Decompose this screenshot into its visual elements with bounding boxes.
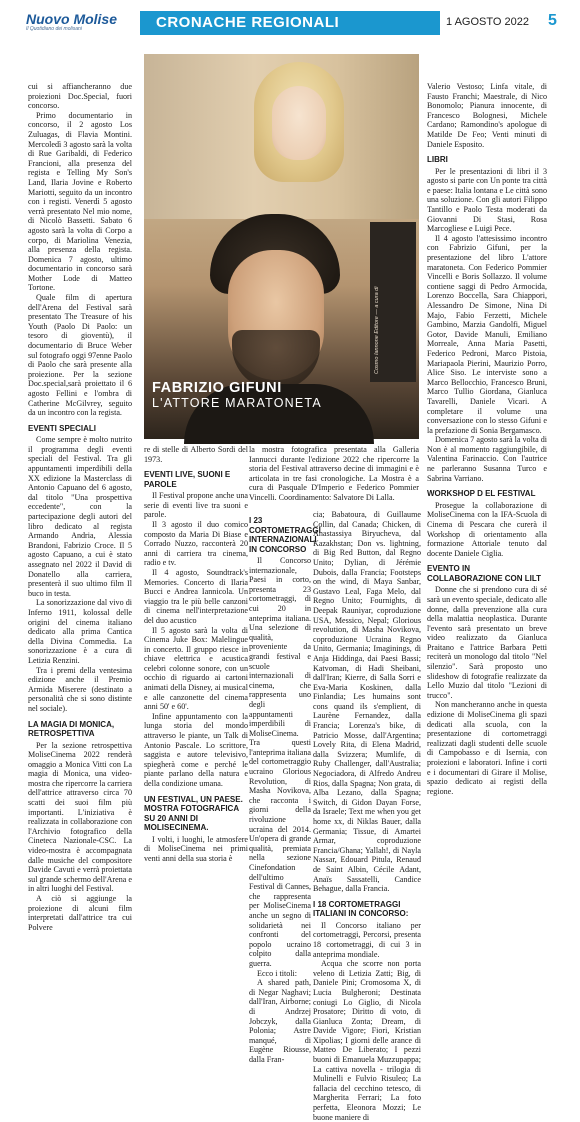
subheading: I 23 CORTOMETRAGGI INTERNAZIONALI IN CONCORSO xyxy=(249,516,321,554)
logo-title: Nuovo Molise xyxy=(26,11,118,27)
paragraph: cia; Babatoura, di Guillaume Collin, dal Canada; Chicken, di Anastassiya Biryucheva, dal Kazakhstan; Don vs. lightning, di Big Red Button, dal Regno Unito; Dylian, di Jérémie Dubois, dalla Francia; Footsteps on the wind, di Maya Sanbar, Gustavo Leal, Faga Melo, dal Regno Unito; Fournights, di Deepak Rauniyar, coproduzione USA, Messico, Nepal; Glorious revolution, di Masha Novikova, coproduzione Ucraina Regno Unito, Germania; Imaginings, di Anja Hiddinga, dai Paesi Bassi; Katvoman, di Hadi Sheibani, dall'Iran; Kierre, di Salla Sorri e Eva-Maria Koskinen, dalla Finlandia; Les humains sont cons quand ils s'emplient, di Laurène Fernandez, dalla Francia; Lorenza's bike, di Patricio Mosse, dall'Argentina; Lovely Rita, di Elena Madrid, dalla Svizzera; Mumlife, di Ruby Challenger, dall'Australia; Negociadora, di Alfredo Andreu Rios, dalla Spagna; Non grata, di Alba Lezano, dalla Spagna; Switch, di Gidon Dayan Forse, da Israele; Text me when you get home xx, di Niklas Bauer, dalla Germania; Tissue, di Amartei Armar, coproduzione Francia/Ghana; Yallah!, di Nayla Nassar, Edouard Pitula, Renaud de Saint Albin, Cécile Adant, Anaïs Sassatelli, Candice Behague, dalla Francia. xyxy=(313,510,421,894)
paragraph: Per la sezione retrospettiva MoliseCinema 2022 renderà omaggio a Monica Vitti con La magia di Monica, una video-mostra che ripercorre la carriera dell'attrice attraverso circa 70 scatti dei suoi film più importanti. L'iniziativa è realizzata in collaborazione con l'Archivio fotografico della Cineteca Nazionale-CSC. La video-mostra è accompagnata dalle musiche del compositore Davide Cavuti e verrà proiettata sul grande schermo dell'Arena e in altri luoghi del Festival. xyxy=(28,740,132,894)
subheading: WORKSHOP D EL FESTIVAL xyxy=(427,489,536,499)
paragraph: Tra i premi della ventesima edizione anche il Premio Armida Miserere (destinato a personalità che si sono distinte nel sociale). xyxy=(28,665,132,713)
paragraph: Il 3 agosto il duo comico composto da Maria Di Biase e Corrado Nuzzo, racconterà 20 anni di carriera tra cinema, radio e tv. xyxy=(144,519,248,568)
paragraph: Il 4 agosto, Soundtrack's Memories. Concerto di Ilaria Bucci e Andrea Iannicola. Un viaggio tra le più belle canzoni di cinema nell'interpretazione del duo acustico xyxy=(144,567,248,625)
paragraph: Il Festival propone anche una serie di eventi live tra suoni e parole. xyxy=(144,491,248,520)
caption-subtitle: L'ATTORE MARATONETA xyxy=(152,396,322,410)
caption-name: FABRIZIO GIFUNI xyxy=(152,380,282,396)
paragraph: Quale film di apertura dell'Arena del Festival sarà presentato The Treasure of his Youth (Paolo Di Paolo: un tesoro di gioventù), il documentario di Bruce Weber sul fotografo oggi 97enne Paolo di Paolo che sarà presente alla proiezione. Per la sezione Doc.special,sarà proiettato il 6 agosto Fellini e l'ombra di Catherine McGilvrey, seguito da un incontro con la regista. xyxy=(28,293,132,418)
paragraph: re di stelle di Alberto Sordi del 1973. xyxy=(144,445,248,464)
paragraph: I volti, i luoghi, le atmosfere di MoliseCinema nei primi venti anni della sua storia è xyxy=(144,834,248,863)
logo-tagline: Il Quotidiano dei molisani xyxy=(26,26,82,32)
article-photo xyxy=(144,54,419,439)
paragraph: Il Concorso italiano per cortometraggi, Percorsi, presenta 18 cortometraggi, di cui 3 in anteprima mondiale. xyxy=(313,920,421,959)
paragraph: Il 5 agosto sarà la volta di Cinema Juke Box: Malelingue in concerto. Il gruppo riesce in chiave elettrica e acustica celebri colonne sonore, con un occhio di riguardo ai cartoni animati della Disney, ai musical e alle canzonette del cinema anni 50' e 60'. xyxy=(144,625,248,712)
subheading: LA MAGIA DI MONICA, RETROSPETTIVA xyxy=(28,719,115,738)
paragraph: Infine appuntamento con la lunga storia del mondo attraverso le piante, un Talk di Antonio Pascale. Lo scrittore, saggista e autore televisivo, spiegherà come e perché le piante parlano della natura e della condizione umana. xyxy=(144,711,248,788)
issue-date: 1 AGOSTO 2022 xyxy=(446,16,529,28)
paragraph: cui si affiancheranno due proiezioni Doc.Special, fuori concorso. xyxy=(28,82,132,111)
paragraph: A ciò si aggiunge la proiezione di alcuni film interpretati dall'attrice tra cui Polvere xyxy=(28,894,132,932)
paragraph: Il Concorso internazionale, Paesi in corto, presenta 23 cortometraggi, di cui 20 in anteprima italiana. Una selezione di qualità, proveniente da grandi festival e scuole internazionali di cinema, che rappresenta uno degli appuntamenti imperdibili di MoliseCinema. Tra questi l'anteprima italiana del cortometraggio ucraino Glorious Revolution, di Masha Novikova, che racconta i giorni della rivoluzione ucraina del 2014. Un'opera di grande qualità, premiata nella sezione Cinefondation dell'ultimo Festival di Cannes, che rappresenta per MoliseCinema anche un segno di solidarietà nei confronti del popolo ucraino colpito dalla guerra. xyxy=(249,556,311,968)
subheading: UN FESTIVAL, UN PAESE. MOSTRA FOTOGRAFICA SU 20 ANNI DI MOLISECINEMA. xyxy=(144,794,243,833)
photo-caption xyxy=(152,380,342,420)
article-column-1 xyxy=(28,82,132,932)
newspaper-logo[interactable] xyxy=(26,12,136,36)
paragraph: Non mancheranno anche in questa edizione di MoliseCinema gli spazi dedicati alla scuola, con la presentazione di cortometraggi realizzati dagli studenti delle scuole di Campobasso e di Isernia, con proiezioni e laboratori. Infine i corti e i documentari di Girare il Molise, spazio dedicato ai registi della regione. xyxy=(427,700,547,796)
subheading: LIBRI xyxy=(427,155,448,165)
paragraph: Come sempre è molto nutrito il programma degli eventi speciali del Festival. Tra gli appuntamenti imperdibili della XX edizione la Masterclass di Antonio Capuano del 6 agosto, dal titolo "Una prospettiva eccedente", con la partecipazione degli autori del libro dedicato al regista Armando Andria, Alessia Brandoni, Fabrizio Croce. Il 5 agosto Capuano, a cui è stato assegnato nel 2022 il David di Donatello alla carriera, presenterà il suo ultimo film Il buco in testa. xyxy=(28,435,132,598)
paragraph: Domenica 7 agosto sarà la volta di Non è al momento raggiungibile, di Valentina Farinaccio. Con l'autrice ne parleranno Susanna Turco e Sabrina Varriano. xyxy=(427,435,547,483)
paragraph: Prosegue la collaborazione di MoliseCinema con la IFA-Scuola di Cinema di Pescara che curerà il Workshop di orientamento alla formazione Attoriale tenuto dal docente Daniele Ciglia. xyxy=(427,500,547,558)
paragraph: la mostra fotografica presentata alla Galleria Iannucci durante l'edizione 2022 che ripercorre la storia del Festival attraverso decine di immagini e è articolata in tre fasi cronologiche. La Mostra è a cura di Pasquale D'Imperio e Federico Pommier Vincelli. Coordinamento: Salvatore Di Lalla. xyxy=(249,445,419,502)
book-spine-text: Cosmo Iannone Editore — a cura di xyxy=(374,286,380,374)
subheading: EVENTO IN COLLABORAZIONE CON LILT xyxy=(427,564,542,583)
paragraph: La sonorizzazione dal vivo di Inferno 1911, kolossal delle origini del cinema italiano dedicato alla prima Cantica della Divina Commedia. La sonorizzazione è a cura di Letizia Renzini. xyxy=(28,598,132,665)
paragraph: Donne che si prendono cura di sé sarà un evento speciale, dedicato alle donne, dalla prevenzione alla cura della malattia neoplastica. Durante l'evento sarà presentato un breve video realizzato da Gianluca Praitano e l'attrice Barbara Petti reciterà un monologo dal titolo "Nel silenzio". Sarà proposto uno slideshow di fotografie realizzate da Lello Muzio dal titolo "Lezioni di trucco". xyxy=(427,585,547,700)
article-column-5 xyxy=(427,82,547,882)
paragraph: Primo documentario in concorso, il 2 agosto Los Zuluagas, di Flavia Montini. Mercoledì 3 agosto sarà la volta di Rue Garibaldi, di Federico Francioni, alla presenza del regista e Telling My Son's Land, Ilaria Jovine e Roberto Mariotti, seguito da un incontro con i registi. Venerdì 5 agosto verrà presentato Nel mio nome, di Nicolò Bassetti. Sabato 6 agosto sarà la volta di Corpo a corpo, di Mariolina Venezia, alla presenza della regista. Domenica 7 agosto, ultimo documentario in concorso sarà Mother Lode di Matteo Tortone. xyxy=(28,110,132,293)
portrait-woman-face xyxy=(272,86,326,160)
subheading: I 18 CORTOMETRAGGI ITALIANI IN CONCORSO: xyxy=(313,899,409,919)
paragraph: Il 4 agosto l'attesissimo incontro con Fabrizio Gifuni, per la presentazione del libro L'attore maratoneta. Con Federico Pommier Vincelli e Boris Sollazzo. Il volume contiene saggi di Pedro Armocida, Lorenzo Boccella, Sara Chiappori, Alessandro De Simone, Nina Di Majo, Fabio Ferzetti, Michele Gambino, Marzia Gandolfi, Miguel Gotor, Davide Manuli, Emiliano Morreale, Anna Maria Pasetti, Federico Pedroni, Marco Pistoia, Mariapaola Pierini, Maurizio Porro, Alice Siso. Le interviste sono a Marco Bellocchio, Francesco Bruni, Marco Tullio Giordana, Gianluca Tavarelli, Daniele Vicari. A completare il volume una conversazione con lo stesso Gifuni e la prefazione di Sonia Bergamasco. xyxy=(427,233,547,435)
article-column-3-top xyxy=(249,445,419,510)
subheading: EVENTI LIVE, SUONI E PAROLE xyxy=(144,470,231,489)
article-column-3-body xyxy=(249,510,321,1064)
page-number: 5 xyxy=(548,12,557,29)
paragraph: Per le presentazioni di libri il 3 agosto si parte con Un ponte tra città e paese: Italia lontana e Le città sono una soluzione. Con gli autori Filippo Tantillo e Paolo Testa moderati da Giovanni Di Stasi, Rosa Marcogliese e Luigi Pece. xyxy=(427,166,547,234)
paragraph: A shared path, di Negar Naghavi; dall'Iran, Airborne; di Andrzej Jobczyk, dalla Polonia; Astre manqué, di Eugène Riousse, dalla Fran- xyxy=(249,978,311,1064)
section-title: CRONACHE REGIONALI xyxy=(140,11,440,35)
paragraph: Valerio Vestoso; Linfa vitale, di Fausto Franchi; Maestrale, di Nico Bonomolo; Pianura innocente, di Francesco Bolognesi, Michele Cardano; Ramondino's apologue di Matilde De Feo; Venti minuti di Daniele Esposito. xyxy=(427,82,547,149)
page-header xyxy=(0,0,580,44)
subheading: EVENTI SPECIALI xyxy=(28,423,97,433)
article-column-2 xyxy=(144,445,248,885)
paragraph: Ecco i titoli: xyxy=(257,968,298,978)
paragraph: Acqua che scorre non porta veleno di Letizia Zatti; Big, di Daniele Pini; Cromosoma X, di Lucia Bulgheroni; Destinata coniugi Lo Giglio, di Nicola Prosatore; Diritto di voto, di Gianluca Zonta; Dream, di Davide Vigore; Fiori, Kristian Xipolias; I giorni delle arance di Matteo De Liberato; I pezzi buoni di Emanuela Muzzupappa; La cattiva novella - trilogia di Mulinelli e Fulvio Risuleo; La fallacia del cecchino tetesco, di Margherita Ferrari; La foto perfetta, Eleonora Mozzi; Le buone maniere di xyxy=(313,959,421,1122)
article-column-4 xyxy=(313,510,421,1122)
